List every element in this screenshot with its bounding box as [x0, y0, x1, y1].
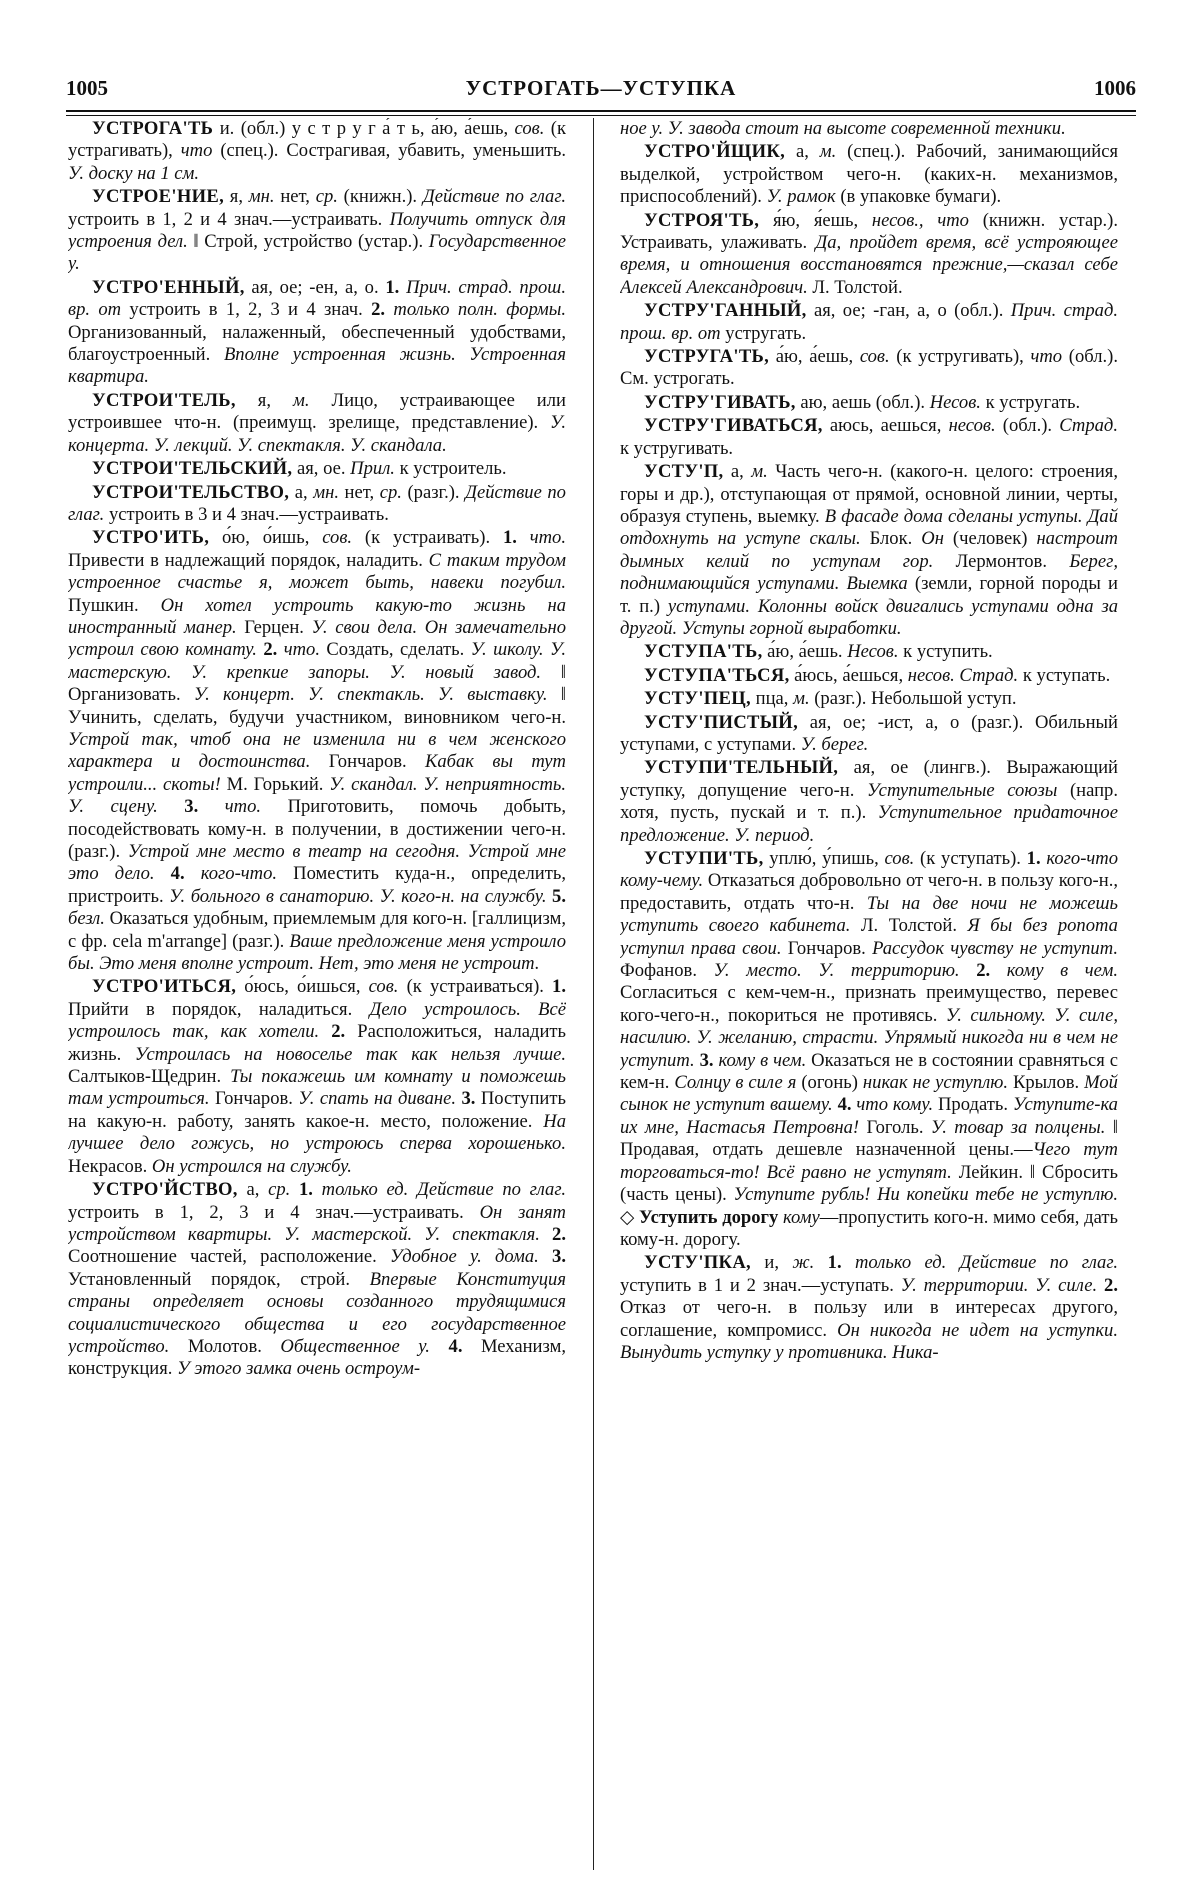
entry-text: что кому.	[856, 1094, 934, 1116]
entry-text: к устругать.	[980, 391, 1081, 413]
entry-text: Уступить дорогу	[639, 1206, 779, 1228]
dictionary-entry	[620, 757, 1118, 847]
entry-text: Уступите-ка их мне, Настасья Петровна!	[620, 1094, 1118, 1138]
headword: УСТРУ'ГАННЫЙ,	[644, 300, 807, 322]
entry-text: 3.	[699, 1049, 714, 1071]
entry-text: ное у. У. завода стоит на высоте современной техники.	[620, 118, 1066, 139]
entry-text: 3.	[461, 1088, 476, 1110]
dictionary-entry	[68, 118, 566, 185]
entry-text: только полн. формы.	[393, 299, 566, 321]
entry-text: нет,	[338, 481, 380, 503]
entry-text: а,	[785, 141, 820, 163]
entry-text: ая, ое.	[292, 458, 351, 480]
headword: УСТРО'ИТЬСЯ,	[92, 976, 237, 998]
entry-text: Прийти в порядок, наладиться.	[68, 998, 370, 1020]
entry-text: Приготовить, помочь добыть, посодействовать кому-н. в получении, в достижении чего-н. (разг.).	[68, 796, 566, 862]
entry-text: о́юсь, о́ишься,	[236, 976, 369, 998]
entry-text	[814, 1252, 827, 1273]
dictionary-entry	[68, 186, 566, 276]
entry-text: Уступительные союзы	[867, 779, 1058, 801]
entry-text: а́ю, а́ешь,	[769, 346, 860, 368]
entry-text	[960, 960, 977, 981]
entry-text: У. берег.	[800, 733, 869, 755]
headword: УСТРУ'ГИВАТЬ,	[644, 391, 796, 413]
entry-text: Прич. страд. прош. вр. от	[620, 300, 1118, 344]
entry-text: (обл.). См. устрогать.	[620, 346, 1118, 390]
entry-text: (спец.). Сострагивая, убавить, уменьшить.	[212, 140, 566, 162]
entry-text: Действие по глаг.	[68, 481, 566, 525]
entry-text: Лицо, устраивающее или устроившее что-н. (преимущ. зрелище, представление).	[68, 389, 566, 434]
headword: УСТУПА'ТЬ,	[644, 641, 763, 663]
entry-text: У. территории. У. силе.	[900, 1274, 1098, 1296]
left-column	[68, 118, 566, 1878]
entry-text: Механизм, конструкция.	[68, 1335, 566, 1380]
entry-text: что	[180, 140, 213, 162]
entry-text: Он хотел устроить какую-то жизнь на иностранный манер.	[68, 594, 566, 638]
entry-text: только ед. Действие по глаг.	[855, 1252, 1118, 1274]
entry-text: безл.	[68, 908, 105, 930]
entry-text: (огонь)	[796, 1072, 863, 1094]
entry-text: Устрой так, чтоб она не изменила ни в чем женского характера и достоинства.	[68, 728, 566, 773]
entry-text: кого-что.	[200, 863, 278, 885]
entry-text: Л. Толстой.	[807, 276, 903, 298]
entry-text: кому в чем.	[718, 1049, 807, 1071]
entry-text: 1.	[502, 527, 517, 549]
dictionary-entry	[68, 277, 566, 389]
entry-text: 1.	[1026, 848, 1041, 869]
entry-text: Несов.	[847, 641, 899, 663]
entry-text: ая, ое (лингв.). Выражающий уступку, допущение чего-н.	[620, 757, 1118, 801]
entry-text: (книжн. устар.). Устраивать, улаживать.	[620, 209, 1118, 254]
entry-text: Дело устроилось. Всё устроилось так, как хотели.	[68, 998, 566, 1043]
entry-text: и,	[751, 1252, 793, 1274]
entry-text: только ед. Действие по глаг.	[321, 1179, 566, 1201]
entry-text: Герцен.	[236, 616, 312, 638]
running-title: УСТРОГАТЬ—УСТУПКА	[465, 76, 737, 100]
entry-text: настроит дымных келий по уступам гор.	[620, 528, 1118, 572]
dictionary-entry	[620, 461, 1118, 640]
entry-text: м.	[793, 688, 810, 710]
dictionary-entry	[620, 415, 1118, 460]
entry-text: несов. Страд.	[907, 664, 1019, 686]
dictionary-entry	[620, 848, 1118, 1251]
entry-text: никак не уступлю.	[862, 1072, 1008, 1094]
entry-text: Действие по глаг.	[422, 186, 566, 208]
entry-text: устроить в 1, 2 и 4 знач.—устраивать.	[68, 208, 390, 230]
entry-text: уступить в 1 и 2 знач.—уступать.	[620, 1274, 901, 1296]
entry-text	[990, 960, 1007, 981]
entry-text: 2.	[331, 1021, 346, 1043]
entry-text: Он	[921, 528, 944, 550]
entry-text: Лейкин. ‖ Сбросить (часть цены).	[620, 1161, 1118, 1206]
entry-text: кого-что кому-чему.	[620, 848, 1118, 892]
entry-text: устроить в 1, 2, 3 и 4 знач.	[121, 299, 372, 321]
entry-text: 3.	[184, 796, 199, 818]
entry-text: нет,	[274, 186, 316, 208]
entry-text: Солнцу в силе я	[674, 1072, 797, 1094]
entry-text: (напр. хотя, пусть, пускай и т. п.).	[620, 779, 1118, 824]
entry-text: У. свои дела. Он замечательно устроил свою комнату.	[68, 616, 566, 661]
entry-text: кому в чем.	[1006, 960, 1118, 982]
entry-text: Общественное у.	[280, 1335, 430, 1357]
entry-text: пца,	[750, 688, 794, 710]
entry-text: Продать.	[933, 1094, 1013, 1116]
entry-text: ая, ое; -ен, а, о.	[244, 276, 386, 298]
entry-text: сов.	[859, 346, 890, 368]
entry-text: (к уступать).	[914, 848, 1027, 869]
entry-text: 1.	[552, 976, 566, 998]
entry-text: 2.	[263, 639, 278, 661]
headword: УСТРОГА'ТЬ	[92, 118, 214, 139]
headword: УСТРОИ'ТЕЛЬ,	[92, 389, 236, 411]
entry-text: У. концерта. У. лекций. У. спектакля. У. скандала.	[68, 412, 566, 456]
entry-text: У. рамок	[766, 186, 836, 208]
dictionary-entry	[620, 141, 1118, 208]
entry-text: 1.	[298, 1179, 313, 1201]
entry-text: Поместить куда-н., определить, пристроить.	[68, 863, 566, 907]
entry-text: Устрой мне место в театр на сегодня. Устрой мне это дело.	[68, 841, 566, 885]
entry-text: 2.	[371, 299, 386, 321]
entry-text: Получить отпуск для устроения дел.	[68, 208, 566, 253]
entry-text: Установленный порядок, строй.	[68, 1268, 370, 1290]
entry-text: Уступительное придаточное предложение. У. период.	[620, 802, 1118, 846]
entry-text: М. Горький.	[220, 773, 330, 795]
entry-text: ая, ое; -ист, а, о (разг.). Обильный уступами, с уступами.	[620, 711, 1118, 755]
entry-text: ср.	[268, 1179, 291, 1201]
entry-text: Ваше предложение меня устроило бы. Это меня вполне устроит. Нет, это меня не устроит.	[68, 930, 566, 975]
entry-text: Создать, сделать.	[319, 639, 471, 661]
headword: УСТРУ'ГИВАТЬСЯ,	[644, 415, 823, 437]
entry-text: (разг.).	[401, 481, 466, 503]
entry-text: Мой сынок не уступит вашему.	[620, 1072, 1118, 1116]
entry-text: Уступите рубль! Ни копейки тебе не уступлю.	[733, 1184, 1118, 1206]
entry-text: (к устрагивать),	[68, 118, 566, 162]
entry-text	[313, 1179, 322, 1200]
entry-text: уступами. Колонны войск двигались уступами одна за другой. Уступы горной выработки.	[620, 595, 1118, 639]
entry-text: ж.	[792, 1252, 815, 1274]
entry-text: кому	[783, 1206, 820, 1228]
entry-text	[842, 1252, 855, 1273]
headword: УСТУ'ПЕЦ,	[644, 688, 751, 710]
entry-text: У. скандал. У. неприятность. У. сцену.	[68, 773, 566, 818]
entry-text: устругать.	[720, 322, 807, 344]
entry-text: ◇	[620, 1206, 640, 1228]
entry-text: Гончаров.	[781, 937, 873, 959]
headword: УСТУПИ'ТЬ,	[644, 848, 764, 869]
entry-text: (обл.).	[995, 415, 1060, 437]
entry-text: Салтыков-Щедрин.	[68, 1066, 231, 1088]
dictionary-entry	[620, 1252, 1118, 1364]
entry-text: Страд.	[1059, 415, 1118, 437]
entry-text	[185, 863, 201, 884]
entry-text: Оказаться удобным, приемлемым для кого-н. [галлицизм, с фр. cela m'arrange] (разг.).	[68, 908, 566, 952]
entry-text: Блок.	[860, 528, 922, 550]
entry-text	[539, 1246, 552, 1267]
entry-text: 4.	[837, 1094, 852, 1116]
entry-text: устроить в 3 и 4 знач.—устраивать.	[104, 503, 389, 525]
entry-text: а́юсь, а́ешься,	[789, 664, 908, 686]
entry-text: 4.	[170, 863, 185, 885]
entry-text: Фофанов.	[620, 960, 714, 982]
entry-text: 2.	[976, 960, 991, 982]
entry-text: а́ю, а́ешь.	[762, 641, 848, 663]
entry-text: У. школу. У. мастерскую. У. крепкие запоры. У. новый завод.	[68, 639, 566, 683]
entry-text: Я бы без ропота уступил права свои.	[620, 915, 1118, 959]
headword: УСТРУГА'ТЬ,	[644, 346, 770, 368]
headword: УСТУ'П,	[644, 461, 724, 483]
entry-text	[430, 1336, 449, 1357]
entry-text: Некрасов.	[68, 1155, 152, 1177]
entry-text: У. сильному. У. силе, насилию. У. желанию, страсти. Упрямый никогда ни в чем не уступит.	[620, 1004, 1118, 1071]
entry-text	[540, 1224, 552, 1245]
entry-text: С таким трудом устроенное счастье я, может быть, навеки погубил.	[68, 549, 566, 594]
entry-text: Он никогда не идет на уступки. Вынудить уступку у противника. Ника-	[620, 1319, 1118, 1363]
entry-text: (в упаковке бумаги).	[835, 186, 1002, 208]
dictionary-entry	[620, 688, 1118, 710]
headword: УСТРОЯ'ТЬ,	[644, 209, 760, 231]
dictionary-entry	[620, 641, 1118, 663]
entry-text: Л. Толстой.	[850, 915, 968, 937]
entry-text: что	[1030, 346, 1063, 368]
entry-text: я́ю, я́ешь,	[759, 209, 872, 231]
entry-text: Гончаров.	[209, 1088, 299, 1110]
headword: УСТУПИ'ТЕЛЬНЫЙ,	[644, 757, 839, 779]
entry-text: Устроилась на новоселье так как нельзя лучше.	[134, 1043, 566, 1065]
entry-text: У. спать на диване.	[298, 1088, 457, 1110]
entry-text: Привести в надлежащий порядок, наладить.	[68, 549, 429, 571]
entry-text: аю, аешь (обл.).	[795, 391, 930, 413]
entry-text: а,	[289, 481, 314, 503]
entry-text: Прич. страд. прош. вр. от	[68, 276, 566, 321]
dictionary-entry	[620, 665, 1118, 687]
entry-text: ср.	[379, 481, 402, 503]
entry-text: аюсь, аешься,	[822, 415, 949, 437]
dictionary-entry	[68, 527, 566, 975]
entry-text: 2.	[1104, 1274, 1118, 1296]
entry-text: Гончаров.	[310, 751, 426, 773]
entry-text: Расположиться, наладить жизнь.	[68, 1021, 566, 1065]
headword: УСТУПА'ТЬСЯ,	[644, 664, 790, 686]
entry-text: Рассудок чувству не уступит.	[872, 937, 1118, 959]
dictionary-entry	[68, 390, 566, 457]
entry-text: (земли, горной породы и т. п.)	[620, 573, 1118, 617]
entry-text: На лучшее дело гожусь, но устроюсь сперва хорошенько.	[68, 1110, 566, 1155]
entry-text: о́ю, о́ишь,	[209, 527, 323, 549]
entry-text: м.	[751, 461, 768, 483]
entry-text: уплю́, у́пишь,	[763, 848, 885, 869]
entry-text: несов.	[948, 415, 996, 437]
entry-text: (к устругивать),	[889, 346, 1031, 368]
dictionary-entry	[68, 976, 566, 1178]
entry-text: (разг.). Небольшой уступ.	[809, 688, 1017, 710]
entry-text: устроить в 1, 2, 3 и 4 знач.—устраивать.	[68, 1201, 480, 1223]
entry-text: Молотов.	[169, 1335, 281, 1357]
column-divider	[593, 118, 594, 1870]
entry-text: Несов.	[929, 391, 981, 413]
entry-text: Соотношение частей, расположение.	[68, 1246, 390, 1268]
entry-text: ‖ Организовать.	[68, 661, 566, 706]
entry-text: ‖ Продавая, отдать дешевле назначенной цены.—	[620, 1116, 1118, 1161]
right-page-number: 1006	[1094, 76, 1136, 100]
entry-text: У. больного в санаторию. У. кого-н. на службу.	[169, 885, 547, 907]
right-column	[620, 118, 1118, 1878]
entry-text: Он устроился на службу.	[151, 1155, 352, 1177]
entry-text: Он занят устройством квартиры. У. мастерской. У. спектакля.	[68, 1201, 566, 1245]
entry-text: что.	[283, 639, 320, 661]
entry-text: мн.	[313, 481, 339, 503]
entry-text: Пушкин.	[68, 594, 161, 616]
headword: УСТРО'ИТЬ,	[92, 527, 210, 549]
entry-text: к устроитель.	[394, 458, 507, 480]
entry-text: В фасаде дома сделаны уступы. Дай отдохнуть на уступе скалы.	[620, 505, 1118, 550]
entry-text: сов.	[884, 848, 915, 869]
entry-text: (к устраиваться).	[398, 976, 553, 998]
entry-text: сов.	[514, 118, 545, 139]
entry-text: Отказ от чего-н. в пользу или в интересах другого, соглашение, компромисс.	[620, 1297, 1118, 1341]
entry-continuation	[620, 118, 1118, 140]
entry-text: (человек)	[943, 528, 1037, 550]
entry-text: м.	[819, 141, 837, 163]
entry-text: Чего тут торговаться-то! Всё равно не уступят.	[620, 1139, 1118, 1183]
headword: УСТРОИ'ТЕЛЬСКИЙ,	[92, 458, 293, 480]
entry-text: У. концерт. У. спектакль. У. выставку.	[193, 684, 548, 706]
entry-text: (спец.). Рабочий, занимающийся выделкой, устройством чего-н. (каких-н. механизмов, приспособлений).	[620, 141, 1118, 208]
headword: УСТУ'ПКА,	[644, 1252, 752, 1274]
entry-text: Организованный, налаженный, обеспеченный удобствами, благоустроенный.	[68, 321, 566, 366]
dictionary-entry	[620, 300, 1118, 345]
entry-text: и. (обл.) у с т р у г а́ т ь, а́ю, а́ешь,	[213, 118, 515, 139]
dictionary-entry	[620, 392, 1118, 414]
entry-text: ср.	[315, 186, 338, 208]
entry-text: У. место. У. территорию.	[713, 960, 960, 982]
entry-text: Государственное у.	[68, 231, 566, 275]
page-header	[66, 76, 1136, 110]
entry-text	[198, 796, 225, 817]
entry-text: У. товар за полцены.	[930, 1116, 1106, 1138]
entry-text: Удобное у. дома.	[389, 1246, 539, 1268]
entry-text: Отказаться добровольно от чего-н. в пользу кого-н., предоставить, отдать что-н.	[620, 870, 1118, 914]
entry-text: У этого замка очень остроум-	[177, 1358, 421, 1380]
entry-text: Поступить на какую-н. работу, занять какое-н. место, положение.	[68, 1088, 566, 1132]
entry-text: Прил.	[350, 458, 395, 480]
entry-text: Кабак вы тут устроили... скоты!	[68, 751, 566, 795]
entry-text: 1.	[385, 276, 400, 298]
entry-text	[290, 1179, 299, 1200]
dictionary-entry	[620, 346, 1118, 391]
entry-text: я,	[224, 186, 249, 208]
entry-text: несов., что	[871, 209, 969, 231]
headword: УСТРО'ЙСТВО,	[92, 1179, 238, 1201]
entry-text: 4.	[448, 1335, 463, 1357]
entry-text: Ты на две ночи не можешь уступить своего кабинета.	[620, 892, 1118, 937]
entry-text: 2.	[552, 1223, 566, 1245]
entry-text: к уступать.	[1018, 664, 1111, 686]
headword: УСТРОИ'ТЕЛЬСТВО,	[92, 481, 290, 503]
entry-text: что.	[224, 796, 262, 818]
entry-text: 3.	[552, 1246, 566, 1268]
dictionary-entry	[620, 210, 1118, 300]
headword: УСТРО'ЕННЫЙ,	[92, 276, 245, 298]
entry-text: (к устраивать).	[352, 527, 503, 549]
entry-text	[319, 1021, 331, 1042]
entry-text: ‖ Учинить, сделать, будучи участником, виновником чего-н.	[68, 684, 566, 728]
left-page-number: 1005	[66, 76, 108, 100]
dictionary-entry	[620, 712, 1118, 757]
entry-text: что.	[529, 527, 566, 549]
entry-text: а,	[237, 1179, 269, 1201]
entry-text: Берег, поднимающийся уступами. Выемка	[620, 550, 1118, 595]
entry-text: к уступить.	[898, 641, 993, 663]
entry-text: м.	[292, 389, 310, 411]
entry-text: сов.	[368, 976, 399, 998]
entry-text: 5.	[552, 885, 566, 907]
dictionary-entry	[68, 458, 566, 480]
entry-text: (книжн.).	[337, 186, 423, 208]
entry-text	[158, 796, 185, 817]
entry-text: мн.	[248, 186, 275, 208]
entry-text: я,	[235, 389, 293, 411]
entry-text: 1.	[827, 1252, 842, 1274]
entry-text: Оказаться не в состоянии сравняться с кем-н.	[620, 1049, 1118, 1094]
entry-text: Гоголь.	[859, 1116, 931, 1138]
entry-text: к устругивать.	[620, 437, 734, 459]
entry-text: Да, пройдет время, всё устрояющее время, и отношения восстановятся прежние,—сказал себе Алексей Александрович.	[620, 232, 1118, 298]
entry-text: а,	[723, 461, 752, 483]
entry-text: Лермонтов.	[933, 550, 1070, 572]
entry-text: ‖ Строй, устройство (устар.).	[187, 231, 429, 253]
entry-text: —пропустить кого-н. мимо себя, дать кому-н. дорогу.	[620, 1206, 1118, 1250]
entry-text: ая, ое; -ган, а, о (обл.).	[806, 300, 1011, 322]
entry-text: У. доску на 1 см.	[68, 162, 200, 184]
headword: УСТУ'ПИСТЫЙ,	[644, 711, 799, 733]
entry-text: Впервые Конституция страны определяет основы созданного трудящимися социалистического общества и его государственное устройство.	[68, 1268, 566, 1357]
entry-text: Вполне устроенная жизнь. Устроенная квартира.	[68, 344, 566, 388]
entry-text: Крылов.	[1008, 1072, 1085, 1094]
entry-text: Часть чего-н. (какого-н. целого: строения, горы и др.), отступающая от прямой, основной линии, черты, образуя ступень, выемку.	[620, 461, 1118, 527]
entry-text	[517, 527, 530, 548]
entry-text: сов.	[322, 527, 353, 549]
entry-text: Ты покажешь им комнату и поможешь там устроиться.	[68, 1066, 566, 1110]
dictionary-entry	[68, 1179, 566, 1381]
headword: УСТРО'ЙЩИК,	[644, 141, 786, 163]
header-rule-thin	[66, 115, 1136, 116]
entry-text	[155, 863, 171, 884]
dictionary-entry	[68, 482, 566, 527]
header-rule-thick	[66, 110, 1136, 112]
entry-text: Согласиться с кем-чем-н., признать преимущество, перевес кого-чего-н., покориться не противясь.	[620, 982, 1118, 1026]
headword: УСТРОЕ'НИЕ,	[92, 186, 225, 208]
